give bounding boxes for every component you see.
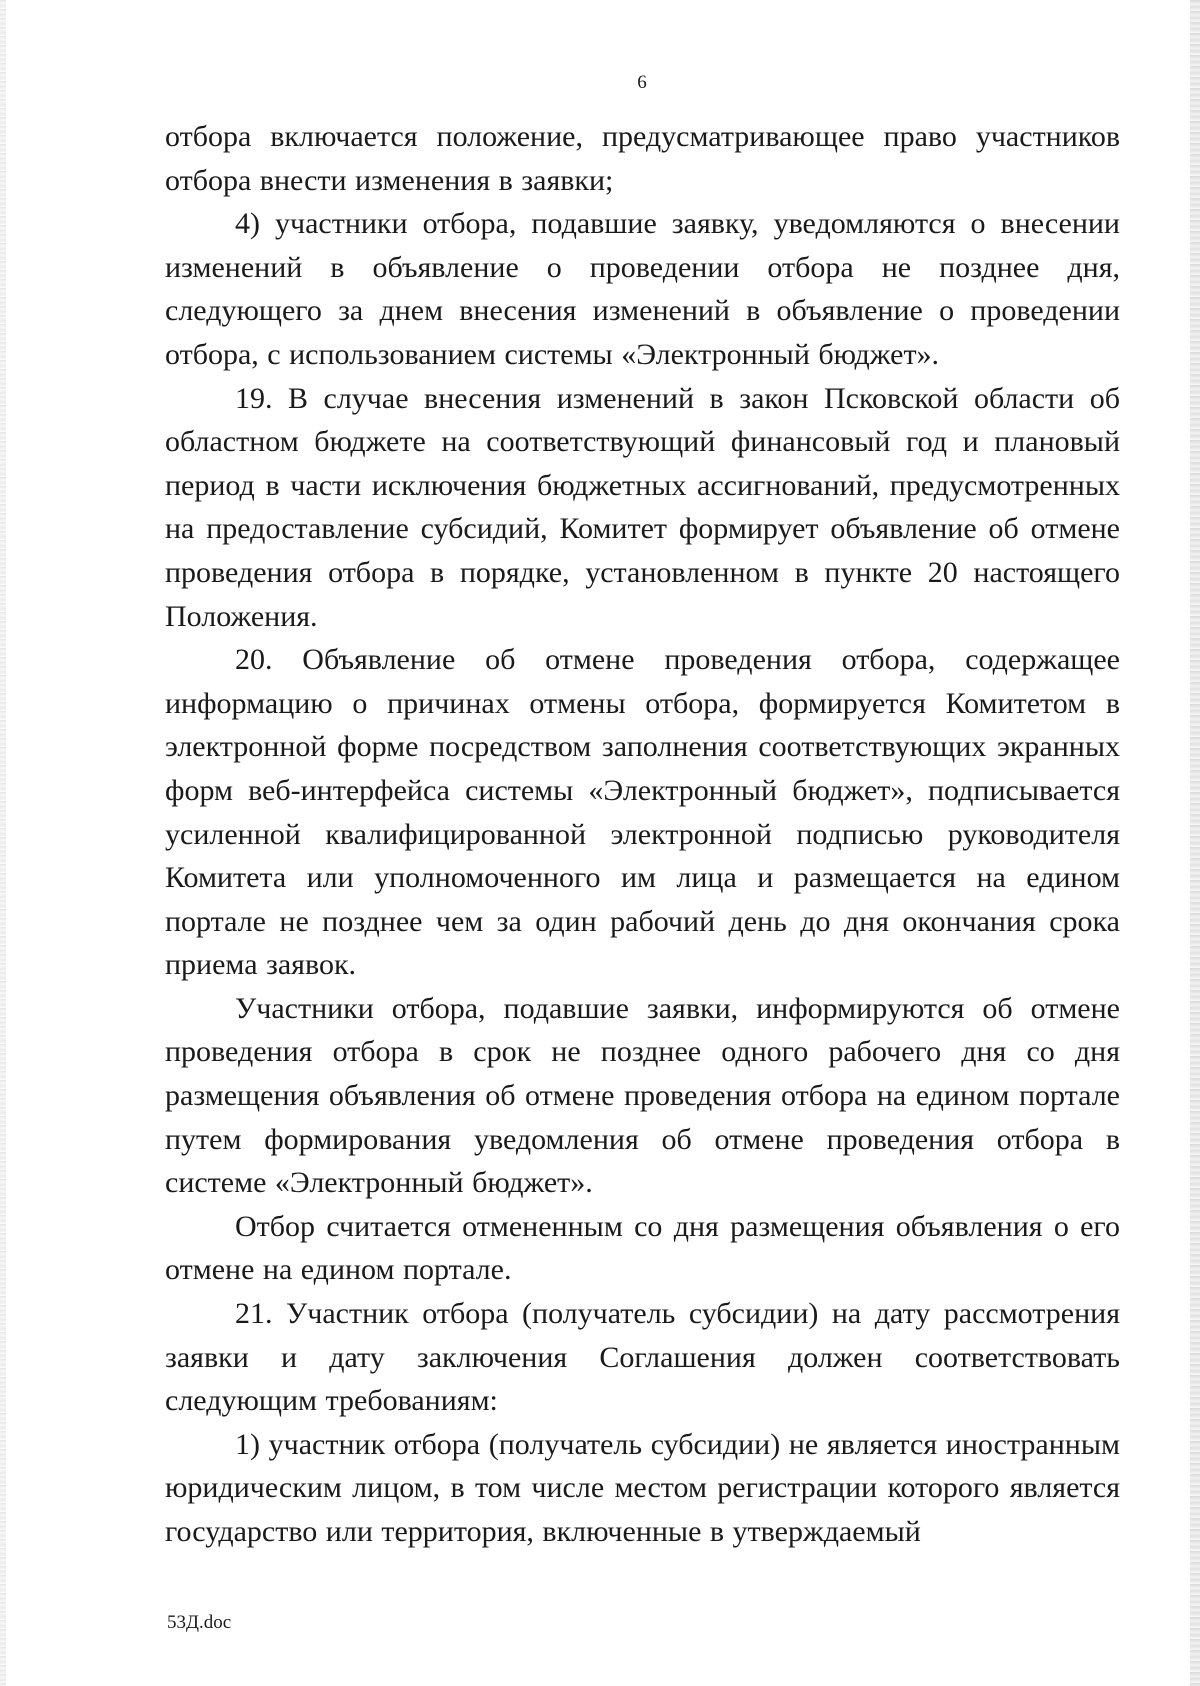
page-number: 6 [637, 72, 647, 93]
scan-edge-left [0, 0, 6, 1686]
footer-filename: 53Д.doc [167, 1612, 232, 1633]
paragraph-continuation: отбора включается положение, предусматривающее право участников отбора внести изменения в заявки; [165, 120, 1120, 197]
paragraph-clause-19: 19. В случае внесения изменений в закон Псковской области об областном бюджете на соответствующий финансовый год и плановый период в части исключения бюджетных ассигнований, предусмотренных на предоставление субсидий, Комитет формирует объявление об отмене проведения отбора в порядке, установленном в пункте 20 настоящего Положения. [165, 381, 1120, 633]
paragraph-requirement-1: 1) участник отбора (получатель субсидии) не является иностранным юридическим лицом, в том числе местом регистрации которого является государство или территория, включенные в утверждаемый [165, 1427, 1120, 1548]
paragraph-clause-20: 20. Объявление об отмене проведения отбора, содержащее информацию о причинах отмены отбора, формируется Комитетом в электронной форме посредством заполнения соответствующих экранных форм веб-интерфейса системы «Электронный бюджет», подписывается усиленной квалифицированной электронной подписью руководителя Комитета или уполномоченного им лица и размещается на едином портале не позднее чем за один рабочий день до дня окончания срока приема заявок. [165, 643, 1120, 982]
document-body [165, 115, 1120, 1554]
paragraph-item-4: 4) участники отбора, подавшие заявку, уведомляются о внесении изменений в объявление о проведении отбора не позднее дня, следующего за днем внесения изменений в объявление о проведении отбора, с использованием системы «Электронный бюджет». [165, 207, 1120, 371]
scan-edge-right [1190, 0, 1200, 1686]
paragraph-participants-notice: Участники отбора, подавшие заявки, информируются об отмене проведения отбора в срок не позднее одного рабочего дня со дня размещения объявления об отмене проведения отбора на едином портале путем формирования уведомления об отмене проведения отбора в системе «Электронный бюджет». [165, 991, 1120, 1200]
paragraph-clause-21: 21. Участник отбора (получатель субсидии) на дату рассмотрения заявки и дату заключения Соглашения должен соответствовать следующим требованиям: [165, 1297, 1120, 1418]
paragraph-cancellation-effective: Отбор считается отмененным со дня размещения объявления о его отмене на едином портале. [165, 1209, 1120, 1287]
